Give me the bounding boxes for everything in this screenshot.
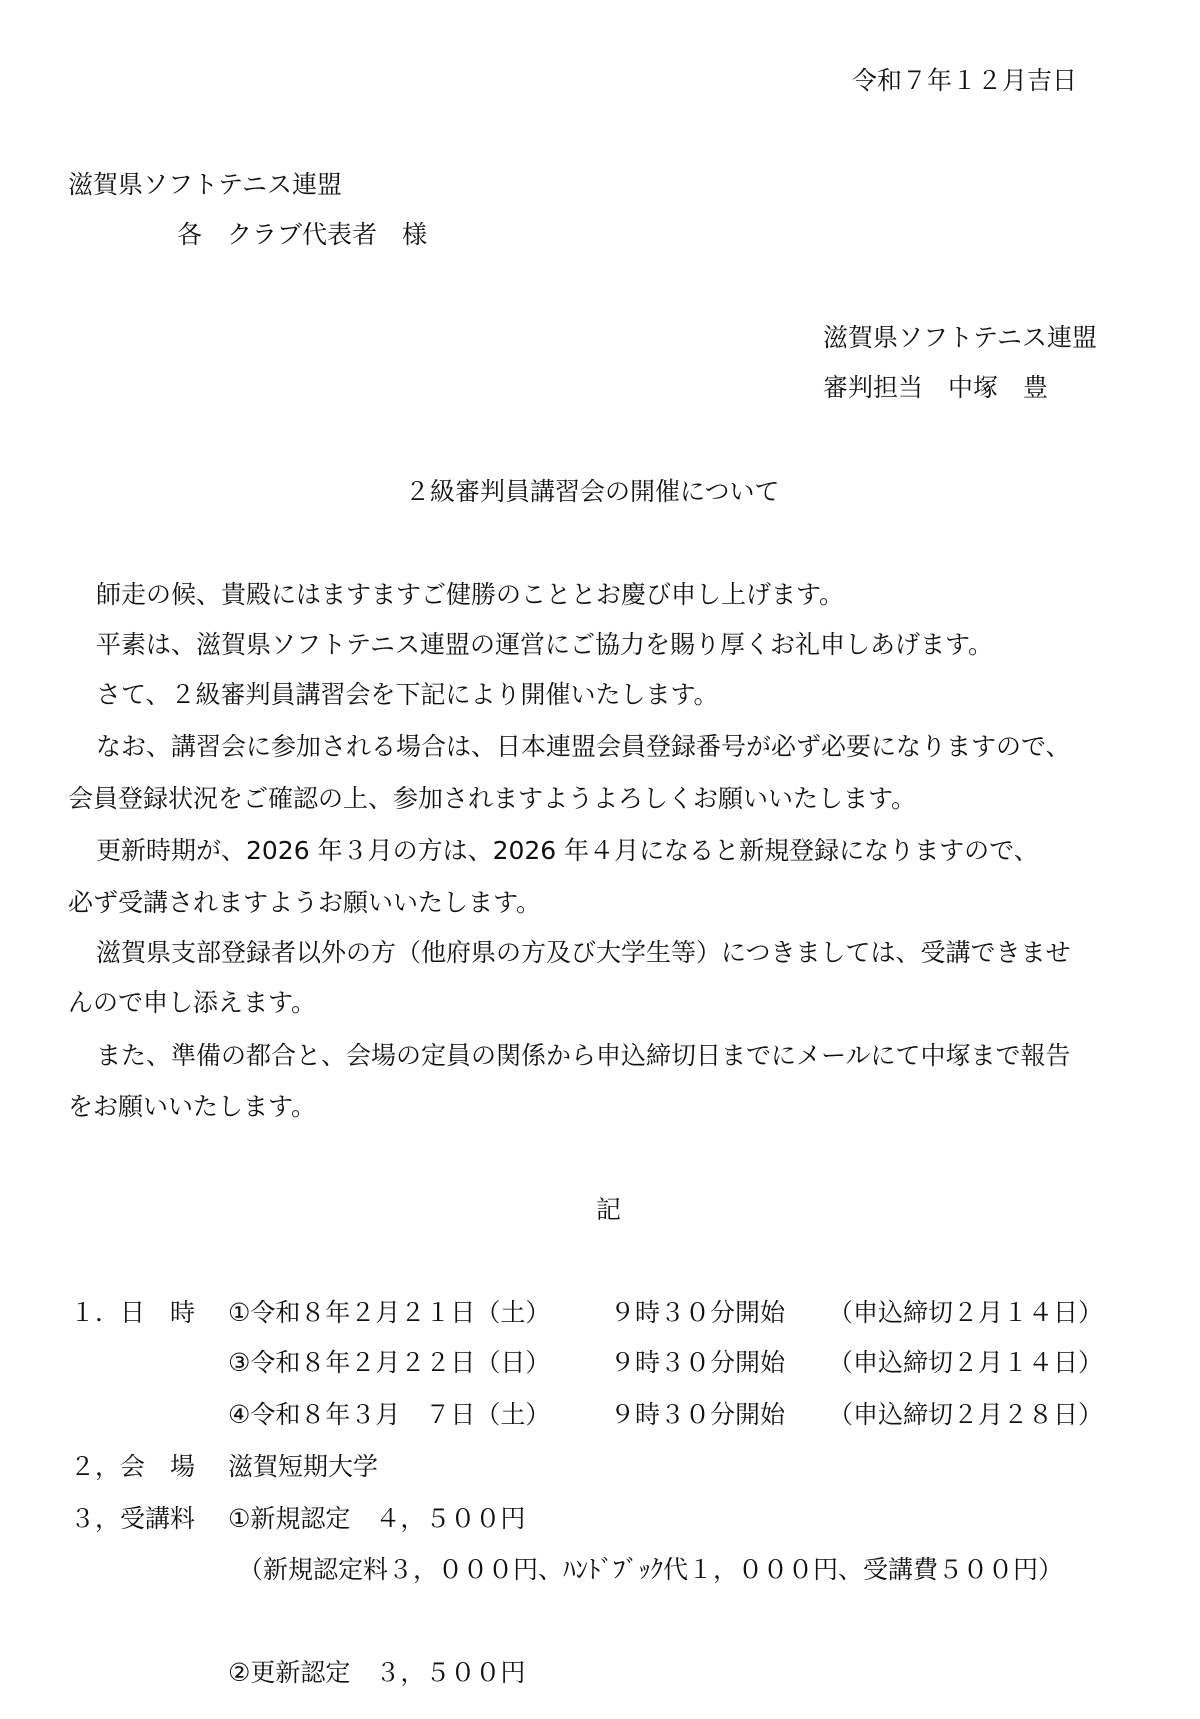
body-line: 平素は、滋賀県ソフトテニス連盟の運営にご協力を賜り厚くお礼申しあげます。: [96, 630, 994, 659]
session-time: ９時３０分開始: [610, 1348, 786, 1377]
body-line: また、準備の都合と、会場の定員の関係から申込締切日までにメールにて中塚まで報告: [96, 1041, 1071, 1070]
body-line: んので申し添えます。: [68, 988, 317, 1017]
body-line: 更新時期が、2026 年３月の方は、2026 年４月になると新規登録になりますので、: [96, 836, 1039, 865]
session-deadline: （申込締切２月２８日）: [828, 1400, 1104, 1429]
fee-renew: ②更新認定 ３，５００円: [228, 1658, 526, 1687]
session-date: ③令和８年２月２２日（日）: [228, 1348, 551, 1377]
body-line: なお、講習会に参加される場合は、日本連盟会員登録番号が必ず必要になりますので、: [96, 732, 1071, 761]
document-title: ２級審判員講習会の開催について: [405, 477, 780, 506]
fee-new-detail: （新規認定料３，０００円、ﾊﾝﾄﾞﾌﾞｯｸ代１，０００円、受講費５００円）: [238, 1555, 1064, 1584]
item-datetime-label: １．日 時: [70, 1298, 196, 1327]
sender-person: 審判担当 中塚 豊: [823, 373, 1049, 402]
body-line: をお願いいたします。: [68, 1092, 317, 1121]
session-time: ９時３０分開始: [610, 1298, 786, 1327]
recipient-org: 滋賀県ソフトテニス連盟: [68, 170, 343, 199]
ki-heading: 記: [596, 1195, 622, 1224]
item-venue-value: 滋賀短期大学: [228, 1452, 379, 1481]
body-line: 師走の候、貴殿にはますますご健勝のこととお慶び申し上げます。: [96, 580, 845, 609]
session-time: ９時３０分開始: [610, 1400, 786, 1429]
session-date: ④令和８年３月 ７日（土）: [228, 1400, 551, 1429]
body-line: 必ず受講されますようお願いいたします。: [68, 888, 542, 917]
fee-new: ①新規認定 ４，５００円: [228, 1504, 526, 1533]
session-date: ①令和８年２月２１日（土）: [228, 1298, 551, 1327]
sender-org: 滋賀県ソフトテニス連盟: [823, 323, 1098, 352]
recipient-addressee: 各 クラブ代表者 様: [177, 220, 428, 249]
item-fee-label: ３，受講料: [70, 1504, 196, 1533]
body-line: さて、２級審判員講習会を下記により開催いたします。: [96, 680, 719, 709]
item-venue-label: ２，会 場: [70, 1452, 196, 1481]
document-date: 令和７年１２月吉日: [852, 66, 1078, 95]
session-deadline: （申込締切２月１４日）: [828, 1298, 1104, 1327]
session-deadline: （申込締切２月１４日）: [828, 1348, 1104, 1377]
body-line: 滋賀県支部登録者以外の方（他府県の方及び大学生等）につきましては、受講できませ: [96, 938, 1071, 967]
body-line: 会員登録状況をご確認の上、参加されますようよろしくお願いいたします。: [68, 784, 917, 813]
